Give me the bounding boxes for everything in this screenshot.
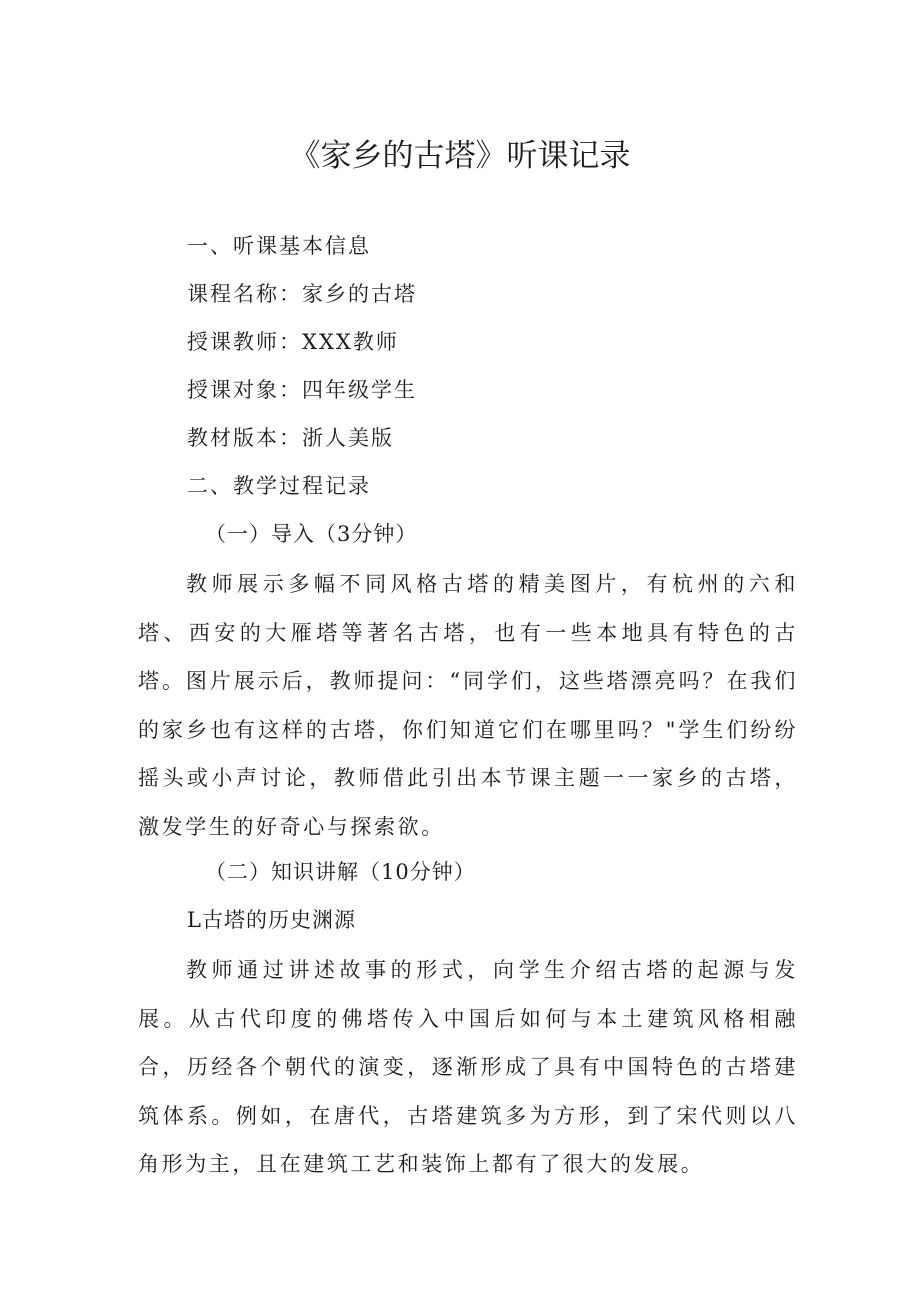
- part2-paragraph: 教师通过讲述故事的形式，向学生介绍古塔的起源与发展。从古代印度的佛塔传入中国后如何与本土建筑风格相融合，历经各个朝代的演变，逐渐形成了具有中国特色的古塔建筑体系。例如，在唐代，古塔建筑多为方形，到了宋代则以八角形为主，且在建筑工艺和装饰上都有了很大的发展。: [138, 958, 798, 1176]
- item1-heading: L古塔的历史渊源: [187, 908, 356, 932]
- part2-heading: （二）知识讲解（10分钟）: [205, 860, 476, 884]
- teacher-name: 授课教师：XXX教师: [187, 330, 399, 354]
- course-name: 课程名称：家乡的古塔: [187, 282, 417, 306]
- part1-heading: （一）导入（3分钟）: [205, 522, 418, 546]
- part1-paragraph: 教师展示多幅不同风格古塔的精美图片，有杭州的六和塔、西安的大雁塔等著名古塔，也有一些本地具有特色的古塔。图片展示后，教师提问：“同学们，这些塔漂亮吗？在我们的家乡也有这样的古塔，你们知道它们在哪里吗？"学生们纷纷摇头或小声讨论，教师借此引出本节课主题一一家乡的古塔，激发学生的好奇心与探索欲。: [138, 572, 798, 839]
- document-title: 《家乡的古塔》听课记录: [289, 138, 631, 174]
- section2-heading: 二、教学过程记录: [187, 474, 371, 498]
- audience: 授课对象：四年级学生: [187, 378, 417, 402]
- textbook-edition: 教材版本：浙人美版: [187, 426, 394, 450]
- section1-heading: 一、听课基本信息: [187, 234, 371, 258]
